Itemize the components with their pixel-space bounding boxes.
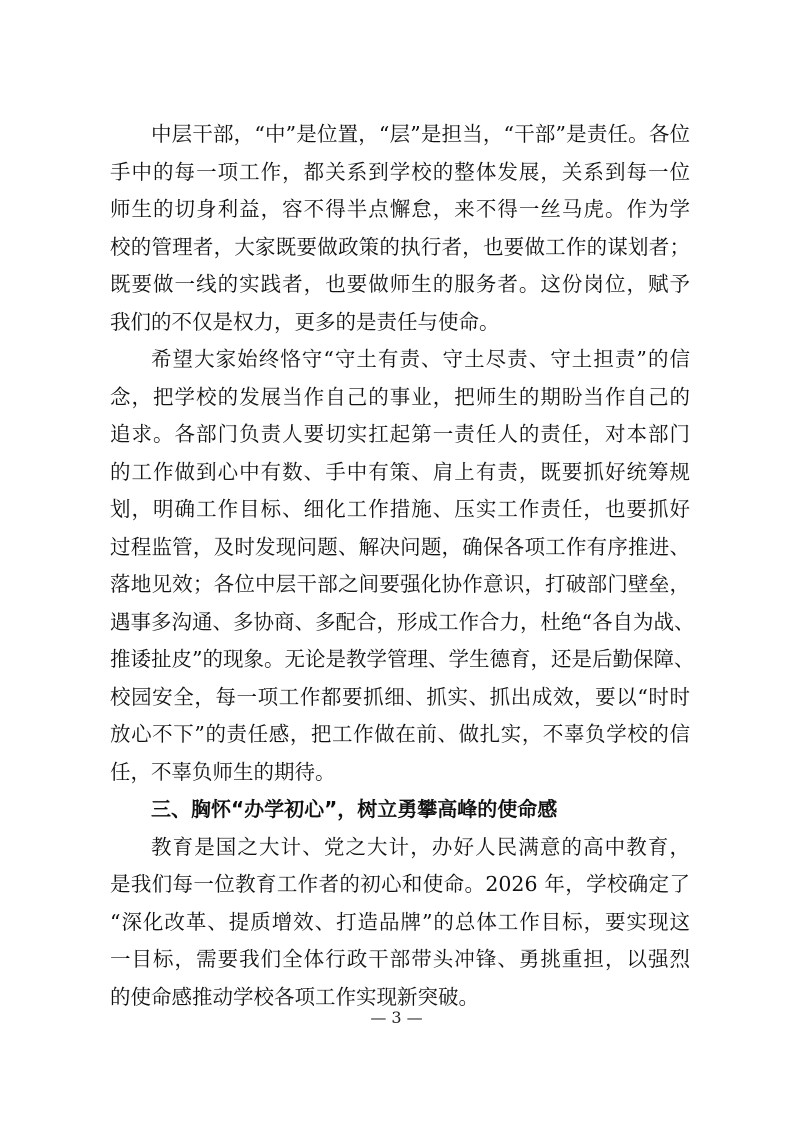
paragraph-2 xyxy=(110,341,695,791)
text-line: 校园安全，每一项工作都要抓细、抓实、抓出成效，要以“时时 xyxy=(110,684,690,709)
text-line: 手中的每一项工作，都关系到学校的整体发展，关系到每一位 xyxy=(110,159,690,184)
text-line: 是我们每一位教育工作者的初心和使命。2026 年，学校确定了 xyxy=(110,872,690,896)
text-line: 任，不辜负师生的期待。 xyxy=(110,759,336,784)
text-line: 希望大家始终恪守“守土有责、守土尽责、守土担责”的信 xyxy=(151,347,690,371)
text-line: 过程监管，及时发现问题、解决问题，确保各项工作有序推进、 xyxy=(110,534,690,559)
text-line: 的使命感推动学校各项工作实现新突破。 xyxy=(110,984,479,1009)
document-body xyxy=(110,116,695,1016)
text-line: “深化改革、提质增效、打造品牌”的总体工作目标，要实现这 xyxy=(110,909,690,934)
text-line: 教育是国之大计、党之大计，办好人民满意的高中教育， xyxy=(151,834,690,859)
paragraph-3 xyxy=(110,829,690,1017)
text-line: 遇事多沟通、多协商、多配合，形成工作合力，杜绝“各自为战、 xyxy=(110,609,695,634)
section-heading: 三、胸怀“办学初心”，树立勇攀高峰的使命感 xyxy=(151,797,558,821)
text-line: 校的管理者，大家既要做政策的执行者，也要做工作的谋划者； xyxy=(110,234,690,259)
paragraph-1 xyxy=(110,116,690,341)
text-line: 落地见效；各位中层干部之间要强化协作意识，打破部门壁垒， xyxy=(110,572,690,596)
text-line: 一目标，需要我们全体行政干部带头冲锋、勇挑重担，以强烈 xyxy=(110,947,690,971)
text-line: 划，明确工作目标、细化工作措施、压实工作责任，也要抓好 xyxy=(110,497,690,521)
text-line: 的工作做到心中有数、手中有策、肩上有责，既要抓好统筹规 xyxy=(110,459,690,484)
text-line: 中层干部，“中”是位置，“层”是担当，“干部”是责任。各位 xyxy=(151,122,690,146)
text-line: 放心不下”的责任感，把工作做在前、做扎实，不辜负学校的信 xyxy=(110,722,690,746)
text-line: 追求。各部门负责人要切实扛起第一责任人的责任，对本部门 xyxy=(110,422,690,446)
text-line: 师生的切身利益，容不得半点懈怠，来不得一丝马虎。作为学 xyxy=(110,197,690,221)
text-line: 推诿扯皮”的现象。无论是教学管理、学生德育，还是后勤保障、 xyxy=(110,647,695,671)
page-number: — 3 — xyxy=(370,1008,423,1027)
text-line: 我们的不仅是权力，更多的是责任与使命。 xyxy=(110,309,500,334)
text-line: 既要做一线的实践者，也要做师生的服务者。这份岗位，赋予 xyxy=(110,272,690,296)
text-line: 念，把学校的发展当作自己的事业，把师生的期盼当作自己的 xyxy=(110,384,690,409)
